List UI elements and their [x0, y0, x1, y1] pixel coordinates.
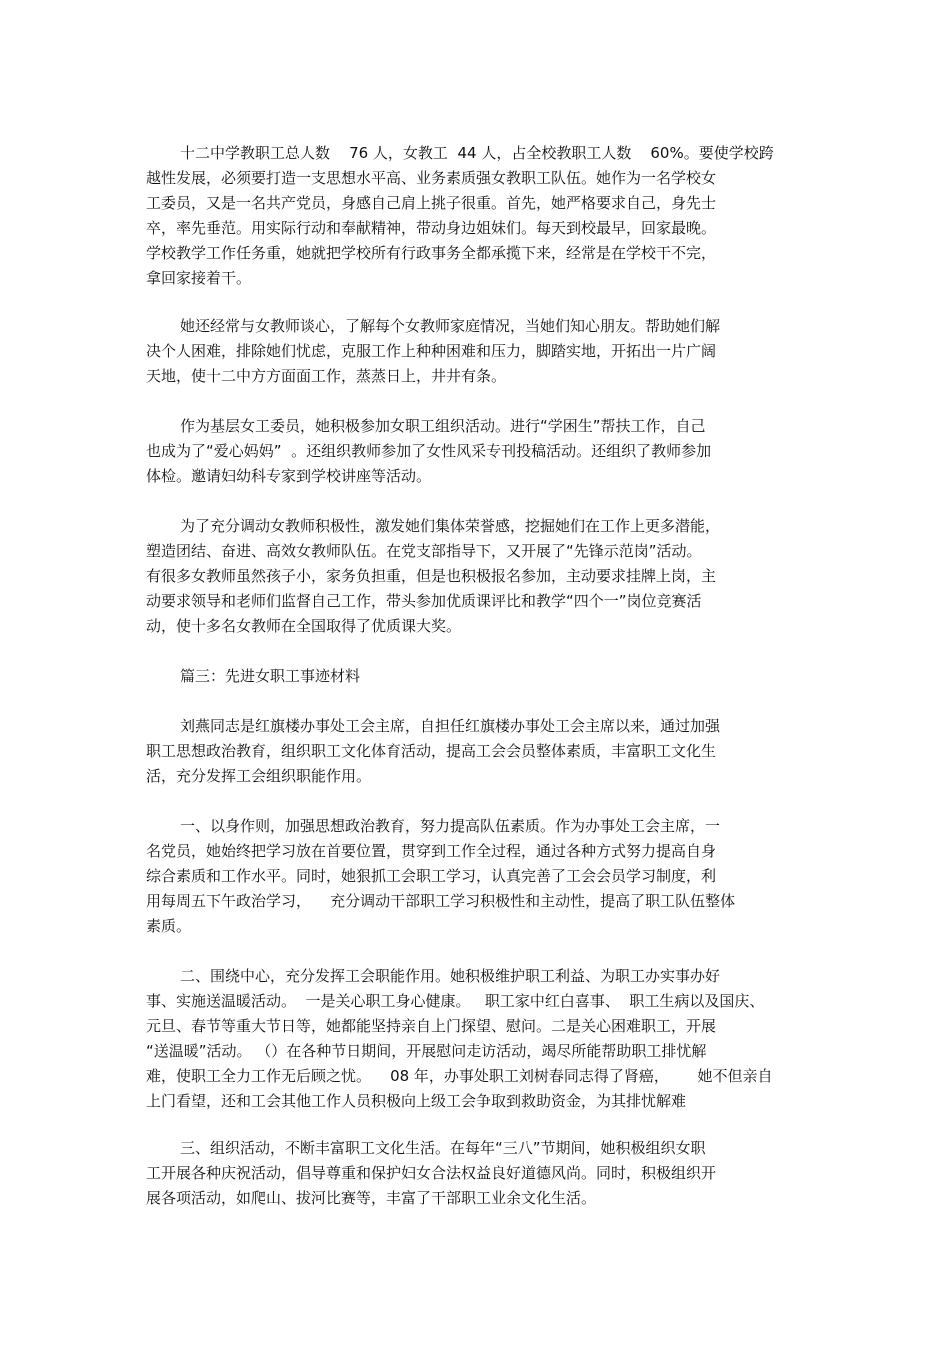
- text-line: 动要求领导和老师们监督自己工作，带头参加优质课评比和教学“四个一”岗位竞赛活: [146, 592, 702, 610]
- text-line: 三、组织活动，不断丰富职工文化生活。在每年“三八”节期间，她积极组织女职: [180, 1139, 706, 1157]
- text-line: 天地，使十二中方方面面工作，蒸蒸日上，井井有条。: [146, 367, 507, 385]
- text-line: 十二中学教职工总人数 76 人，女教工 44 人，占全校教职工人数 60%。要使学校跨: [180, 144, 774, 162]
- text-line: 动，使十多名女教师在全国取得了优质课大奖。: [146, 617, 462, 635]
- paragraph-female-committee-member: [146, 414, 826, 489]
- text-line: 也成为了“爱心妈妈” 。还组织教师参加了女性风采专刊投稿活动。还组织了教师参加: [146, 442, 712, 460]
- text-line: 展各项活动，如爬山、拔河比赛等，丰富了干部职工业余文化生活。: [146, 1189, 597, 1207]
- paragraph-point-one: [146, 814, 826, 939]
- paragraph-teacher-statistics: [146, 141, 826, 291]
- text-line: 有很多女教师虽然孩子小，家务负担重，但是也积极报名参加，主动要求挂牌上岗，主: [146, 567, 717, 585]
- text-line: 元旦、春节等重大节日等，她都能坚持亲自上门探望、慰问。二是关心困难职工，开展: [146, 1017, 717, 1035]
- text-line: 二、围绕中心，充分发挥工会职能作用。她积极维护职工利益、为职工办实事办好: [180, 967, 721, 985]
- text-line: 难，使职工全力工作无后顾之忧。 08 年，办事处职工刘树春同志得了肾癌， 她不但亲自: [146, 1067, 773, 1085]
- text-line: 她还经常与女教师谈心，了解每个女教师家庭情况，当她们知心朋友。帮助她们解: [180, 317, 721, 335]
- text-line: 素质。: [146, 917, 192, 935]
- text-line: 学校教学工作任务重，她就把学校所有行政事务全都承揽下来，经常是在学校干不完，: [146, 244, 717, 262]
- paragraph-point-two: [146, 964, 826, 1114]
- paragraph-point-three: [146, 1136, 826, 1211]
- text-line: 工委员，又是一名共产党员，身感自己肩上挑子很重。首先，她严格要求自己，身先士: [146, 194, 717, 212]
- text-line: “送温暖”活动。 （）在各种节日期间，开展慰问走访活动，竭尽所能帮助职工排忧解: [146, 1042, 707, 1060]
- section-title: 篇三：先进女职工事迹材料: [180, 667, 361, 685]
- text-line: 一、以身作则，加强思想政治教育，努力提高队伍素质。作为办事处工会主席，一: [180, 817, 721, 835]
- text-line: 工开展各种庆祝活动，倡导尊重和保护妇女合法权益良好道德风尚。同时，积极组织开: [146, 1164, 717, 1182]
- text-line: 活，充分发挥工会组织职能作用。: [146, 767, 372, 785]
- paragraph-talking-with-teachers: [146, 314, 826, 389]
- text-line: 塑造团结、奋进、高效女教师队伍。在党支部指导下，又开展了“先锋示范岗”活动。: [146, 542, 702, 560]
- text-line: 刘燕同志是红旗楼办事处工会主席，自担任红旗楼办事处工会主席以来，通过加强: [180, 717, 721, 735]
- paragraph-liu-yan-intro: [146, 714, 826, 789]
- text-line: 职工思想政治教育，组织职工文化体育活动，提高工会会员整体素质，丰富职工文化生: [146, 742, 717, 760]
- text-line: 决个人困难，排除她们忧虑，克服工作上种种困难和压力，脚踏实地，开拓出一片广阔: [146, 342, 717, 360]
- text-line: 作为基层女工委员，她积极参加女职工组织活动。进行“学困生”帮扶工作，自己: [180, 417, 706, 435]
- text-line: 体检。邀请妇幼科专家到学校讲座等活动。: [146, 467, 432, 485]
- text-line: 名党员，她始终把学习放在首要位置，贯穿到工作全过程，通过各种方式努力提高自身: [146, 842, 717, 860]
- text-line: 拿回家接着干。: [146, 269, 252, 287]
- text-line: 为了充分调动女教师积极性，激发她们集体荣誉感，挖掘她们在工作上更多潜能，: [180, 517, 721, 535]
- section-heading: [146, 664, 826, 689]
- text-line: 用每周五下午政治学习， 充分调动干部职工学习积极性和主动性，提高了职工队伍整体: [146, 892, 736, 910]
- text-line: 卒，率先垂范。用实际行动和奉献精神，带动身边姐妹们。每天到校最早，回家最晚。: [146, 219, 717, 237]
- paragraph-model-post-activity: [146, 514, 826, 639]
- text-line: 综合素质和工作水平。同时，她狠抓工会职工学习，认真完善了工会会员学习制度，利: [146, 867, 717, 885]
- text-line: 事、实施送温暖活动。 一是关心职工身心健康。 职工家中红白喜事、 职工生病以及国庆、: [146, 992, 765, 1010]
- text-line: 上门看望，还和工会其他工作人员积极向上级工会争取到救助资金，为其排忧解难: [146, 1092, 687, 1110]
- text-line: 越性发展，必须要打造一支思想水平高、业务素质强女教职工队伍。她作为一名学校女: [146, 169, 717, 187]
